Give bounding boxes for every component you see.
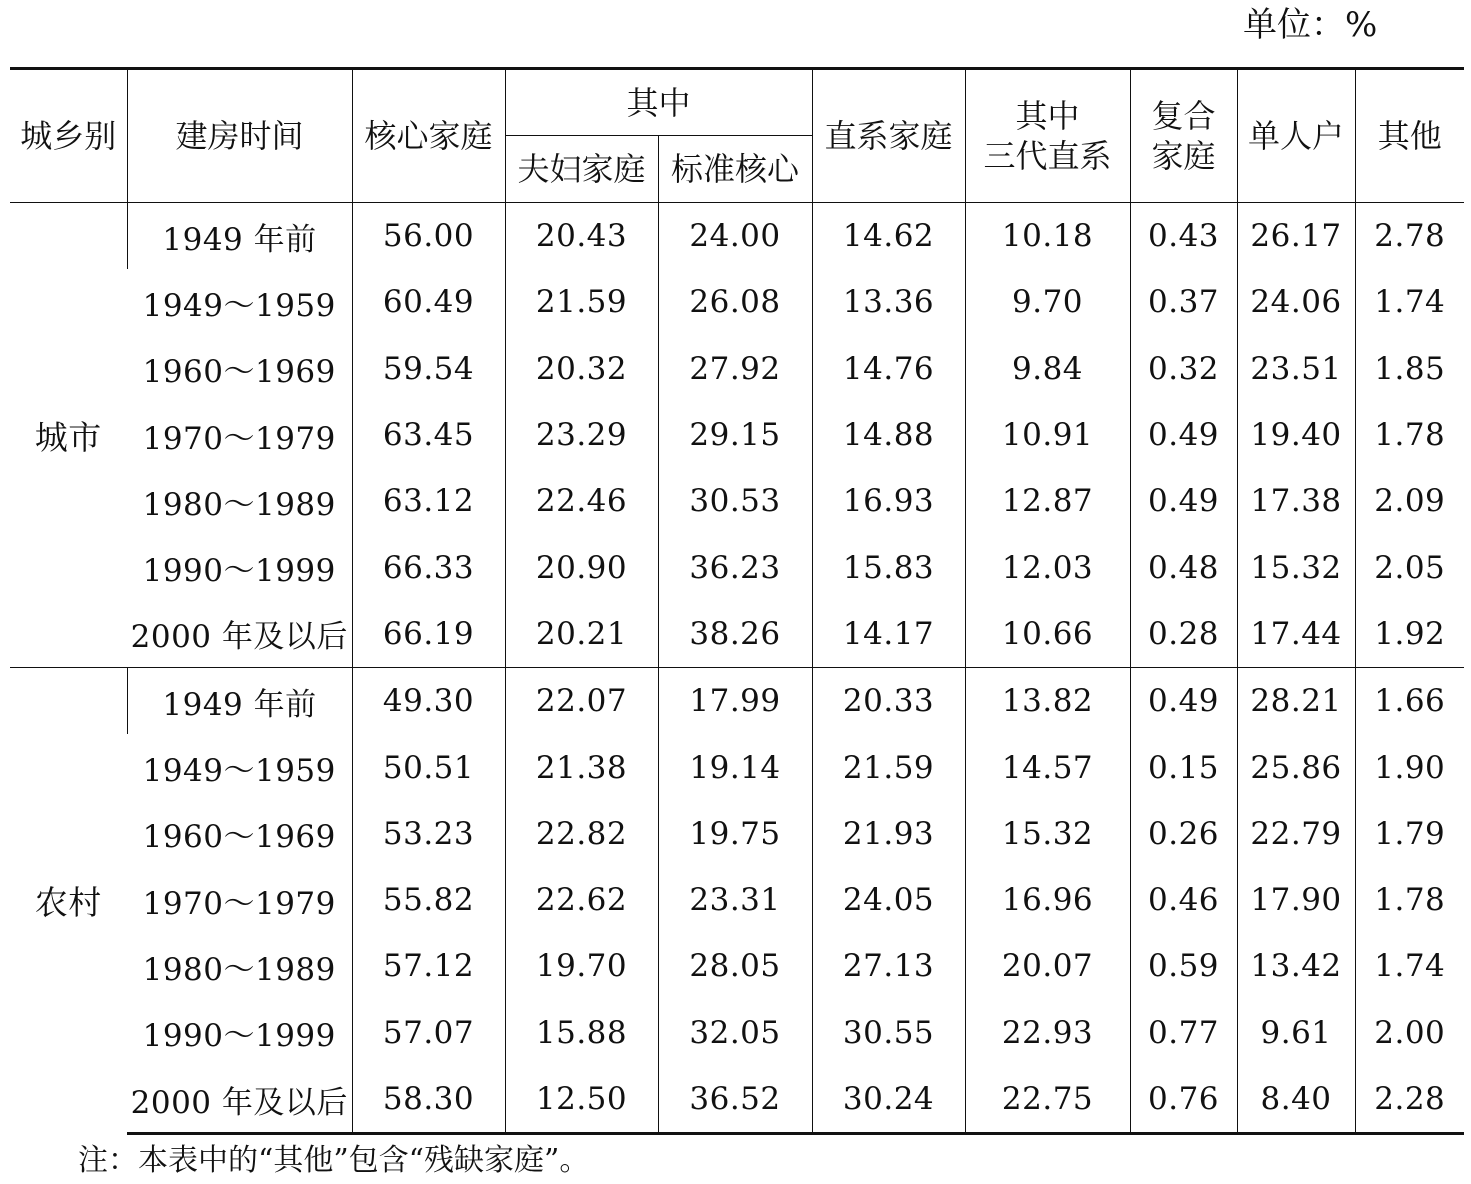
nuclear-cell: 53.23 bbox=[352, 801, 505, 867]
three-generation-cell: 22.75 bbox=[965, 1066, 1130, 1134]
table-header bbox=[10, 69, 1464, 203]
header-three-generation-line2: 三代直系 bbox=[983, 137, 1112, 175]
table-note: 注：本表中的“其他”包含“残缺家庭”。 bbox=[78, 1143, 590, 1178]
stem-cell: 30.55 bbox=[812, 1000, 965, 1066]
three-generation-cell: 12.03 bbox=[965, 534, 1130, 600]
stem-cell: 14.17 bbox=[812, 601, 965, 668]
composite-cell: 0.32 bbox=[1130, 336, 1237, 402]
other-cell: 1.85 bbox=[1355, 336, 1464, 402]
standard-nuclear-cell: 26.08 bbox=[658, 269, 812, 335]
stem-cell: 14.62 bbox=[812, 203, 965, 270]
other-cell: 2.00 bbox=[1355, 1000, 1464, 1066]
table-row bbox=[10, 734, 1464, 800]
stem-cell: 16.93 bbox=[812, 468, 965, 534]
table-row bbox=[10, 468, 1464, 534]
standard-nuclear-cell: 19.14 bbox=[658, 734, 812, 800]
header-of-which-nuclear: 其中 bbox=[505, 69, 812, 136]
header-composite-line1: 复合 bbox=[1151, 97, 1216, 135]
couple-cell: 21.38 bbox=[505, 734, 658, 800]
region-cell: 城市 bbox=[34, 417, 102, 457]
build-time-cell: 1970～1979 bbox=[142, 885, 336, 922]
build-time-cell: 1949 年前 bbox=[127, 203, 352, 270]
couple-cell: 20.90 bbox=[505, 534, 658, 600]
single-cell: 23.51 bbox=[1237, 336, 1355, 402]
urban-group bbox=[10, 203, 1464, 668]
other-cell: 2.09 bbox=[1355, 468, 1464, 534]
composite-cell: 0.49 bbox=[1130, 468, 1237, 534]
stem-cell: 21.59 bbox=[812, 734, 965, 800]
nuclear-cell: 60.49 bbox=[352, 269, 505, 335]
single-cell: 8.40 bbox=[1237, 1066, 1355, 1134]
composite-cell: 0.26 bbox=[1130, 801, 1237, 867]
nuclear-cell: 63.45 bbox=[352, 402, 505, 468]
stem-cell: 13.36 bbox=[812, 269, 965, 335]
composite-cell: 0.77 bbox=[1130, 1000, 1237, 1066]
table-row bbox=[10, 269, 1464, 335]
three-generation-cell: 10.66 bbox=[965, 601, 1130, 668]
household-structure-table bbox=[10, 67, 1464, 1135]
single-cell: 24.06 bbox=[1237, 269, 1355, 335]
standard-nuclear-cell: 28.05 bbox=[658, 933, 812, 999]
single-cell: 28.21 bbox=[1237, 668, 1355, 735]
single-cell: 9.61 bbox=[1237, 1000, 1355, 1066]
couple-cell: 21.59 bbox=[505, 269, 658, 335]
build-time-cell: 1990～1999 bbox=[142, 1018, 336, 1055]
nuclear-cell: 66.19 bbox=[352, 601, 505, 668]
table-row bbox=[10, 867, 1464, 933]
header-standard-nuclear: 标准核心 bbox=[658, 136, 812, 203]
rural-group bbox=[10, 668, 1464, 1134]
single-cell: 17.90 bbox=[1237, 867, 1355, 933]
header-build-time: 建房时间 bbox=[127, 69, 352, 203]
standard-nuclear-cell: 23.31 bbox=[658, 867, 812, 933]
three-generation-cell: 20.07 bbox=[965, 933, 1130, 999]
couple-cell: 22.46 bbox=[505, 468, 658, 534]
stem-cell: 14.76 bbox=[812, 336, 965, 402]
single-cell: 25.86 bbox=[1237, 734, 1355, 800]
couple-cell: 20.43 bbox=[505, 203, 658, 270]
other-cell: 1.90 bbox=[1355, 734, 1464, 800]
standard-nuclear-cell: 32.05 bbox=[658, 1000, 812, 1066]
stem-cell: 27.13 bbox=[812, 933, 965, 999]
composite-cell: 0.76 bbox=[1130, 1066, 1237, 1134]
composite-cell: 0.28 bbox=[1130, 601, 1237, 668]
standard-nuclear-cell: 36.23 bbox=[658, 534, 812, 600]
three-generation-cell: 13.82 bbox=[965, 668, 1130, 735]
standard-nuclear-cell: 36.52 bbox=[658, 1066, 812, 1134]
nuclear-cell: 50.51 bbox=[352, 734, 505, 800]
standard-nuclear-cell: 24.00 bbox=[658, 203, 812, 270]
couple-cell: 12.50 bbox=[505, 1066, 658, 1134]
stem-cell: 24.05 bbox=[812, 867, 965, 933]
single-cell: 17.38 bbox=[1237, 468, 1355, 534]
nuclear-cell: 58.30 bbox=[352, 1066, 505, 1134]
build-time-cell: 1960～1969 bbox=[142, 354, 336, 391]
composite-cell: 0.49 bbox=[1130, 668, 1237, 735]
other-cell: 2.28 bbox=[1355, 1066, 1464, 1134]
standard-nuclear-cell: 30.53 bbox=[658, 468, 812, 534]
composite-cell: 0.37 bbox=[1130, 269, 1237, 335]
other-cell: 1.74 bbox=[1355, 269, 1464, 335]
table-row bbox=[10, 1066, 1464, 1134]
nuclear-cell: 55.82 bbox=[352, 867, 505, 933]
single-cell: 26.17 bbox=[1237, 203, 1355, 270]
couple-cell: 19.70 bbox=[505, 933, 658, 999]
header-composite-line2: 家庭 bbox=[1151, 137, 1216, 175]
header-three-generation-line1: 其中 bbox=[1015, 97, 1080, 135]
table-row bbox=[10, 534, 1464, 600]
stem-cell: 20.33 bbox=[812, 668, 965, 735]
three-generation-cell: 9.84 bbox=[965, 336, 1130, 402]
header-other: 其他 bbox=[1355, 69, 1464, 203]
header-composite bbox=[1130, 69, 1237, 203]
table-row bbox=[10, 601, 1464, 668]
three-generation-cell: 15.32 bbox=[965, 801, 1130, 867]
table-row bbox=[10, 933, 1464, 999]
composite-cell: 0.48 bbox=[1130, 534, 1237, 600]
build-time-cell: 1960～1969 bbox=[142, 819, 336, 856]
other-cell: 2.05 bbox=[1355, 534, 1464, 600]
standard-nuclear-cell: 38.26 bbox=[658, 601, 812, 668]
couple-cell: 22.07 bbox=[505, 668, 658, 735]
stem-cell: 15.83 bbox=[812, 534, 965, 600]
couple-cell: 22.82 bbox=[505, 801, 658, 867]
composite-cell: 0.15 bbox=[1130, 734, 1237, 800]
table-row bbox=[10, 336, 1464, 402]
couple-cell: 22.62 bbox=[505, 867, 658, 933]
build-time-cell: 2000 年及以后 bbox=[130, 619, 348, 656]
couple-cell: 20.32 bbox=[505, 336, 658, 402]
nuclear-cell: 49.30 bbox=[352, 668, 505, 735]
other-cell: 1.78 bbox=[1355, 867, 1464, 933]
couple-cell: 20.21 bbox=[505, 601, 658, 668]
nuclear-cell: 57.07 bbox=[352, 1000, 505, 1066]
three-generation-cell: 14.57 bbox=[965, 734, 1130, 800]
header-nuclear: 核心家庭 bbox=[352, 69, 505, 203]
stem-cell: 21.93 bbox=[812, 801, 965, 867]
single-cell: 15.32 bbox=[1237, 534, 1355, 600]
build-time-cell: 1980～1989 bbox=[142, 486, 336, 523]
unit-label: 单位：% bbox=[1243, 5, 1378, 45]
standard-nuclear-cell: 29.15 bbox=[658, 402, 812, 468]
build-time-cell: 2000 年及以后 bbox=[127, 1066, 352, 1134]
nuclear-cell: 63.12 bbox=[352, 468, 505, 534]
header-couple: 夫妇家庭 bbox=[505, 136, 658, 203]
composite-cell: 0.46 bbox=[1130, 867, 1237, 933]
build-time-cell: 1949 年前 bbox=[127, 668, 352, 735]
header-stem: 直系家庭 bbox=[812, 69, 965, 203]
composite-cell: 0.49 bbox=[1130, 402, 1237, 468]
nuclear-cell: 59.54 bbox=[352, 336, 505, 402]
standard-nuclear-cell: 19.75 bbox=[658, 801, 812, 867]
other-cell: 1.92 bbox=[1355, 601, 1464, 668]
stem-cell: 30.24 bbox=[812, 1066, 965, 1134]
header-three-generation bbox=[965, 69, 1130, 203]
table-row bbox=[10, 402, 1464, 468]
couple-cell: 23.29 bbox=[505, 402, 658, 468]
couple-cell: 15.88 bbox=[505, 1000, 658, 1066]
composite-cell: 0.43 bbox=[1130, 203, 1237, 270]
stem-cell: 14.88 bbox=[812, 402, 965, 468]
other-cell: 1.78 bbox=[1355, 402, 1464, 468]
nuclear-cell: 56.00 bbox=[352, 203, 505, 270]
three-generation-cell: 10.91 bbox=[965, 402, 1130, 468]
build-time-cell: 1949～1959 bbox=[142, 753, 336, 790]
table-row bbox=[10, 668, 1464, 735]
header-single: 单人户 bbox=[1237, 69, 1355, 203]
other-cell: 1.66 bbox=[1355, 668, 1464, 735]
build-time-cell: 1980～1989 bbox=[142, 951, 336, 988]
single-cell: 19.40 bbox=[1237, 402, 1355, 468]
single-cell: 17.44 bbox=[1237, 601, 1355, 668]
table-row bbox=[10, 203, 1464, 270]
three-generation-cell: 10.18 bbox=[965, 203, 1130, 270]
build-time-cell: 1990～1999 bbox=[142, 553, 336, 590]
three-generation-cell: 12.87 bbox=[965, 468, 1130, 534]
standard-nuclear-cell: 27.92 bbox=[658, 336, 812, 402]
header-region: 城乡别 bbox=[10, 69, 127, 203]
composite-cell: 0.59 bbox=[1130, 933, 1237, 999]
build-time-cell: 1949～1959 bbox=[142, 287, 336, 324]
nuclear-cell: 57.12 bbox=[352, 933, 505, 999]
other-cell: 2.78 bbox=[1355, 203, 1464, 270]
table-row bbox=[10, 801, 1464, 867]
three-generation-cell: 22.93 bbox=[965, 1000, 1130, 1066]
single-cell: 22.79 bbox=[1237, 801, 1355, 867]
other-cell: 1.79 bbox=[1355, 801, 1464, 867]
region-cell: 农村 bbox=[10, 668, 127, 1134]
single-cell: 13.42 bbox=[1237, 933, 1355, 999]
three-generation-cell: 9.70 bbox=[965, 269, 1130, 335]
other-cell: 1.74 bbox=[1355, 933, 1464, 999]
nuclear-cell: 66.33 bbox=[352, 534, 505, 600]
build-time-cell: 1970～1979 bbox=[142, 420, 336, 457]
three-generation-cell: 16.96 bbox=[965, 867, 1130, 933]
table-row bbox=[10, 1000, 1464, 1066]
standard-nuclear-cell: 17.99 bbox=[658, 668, 812, 735]
